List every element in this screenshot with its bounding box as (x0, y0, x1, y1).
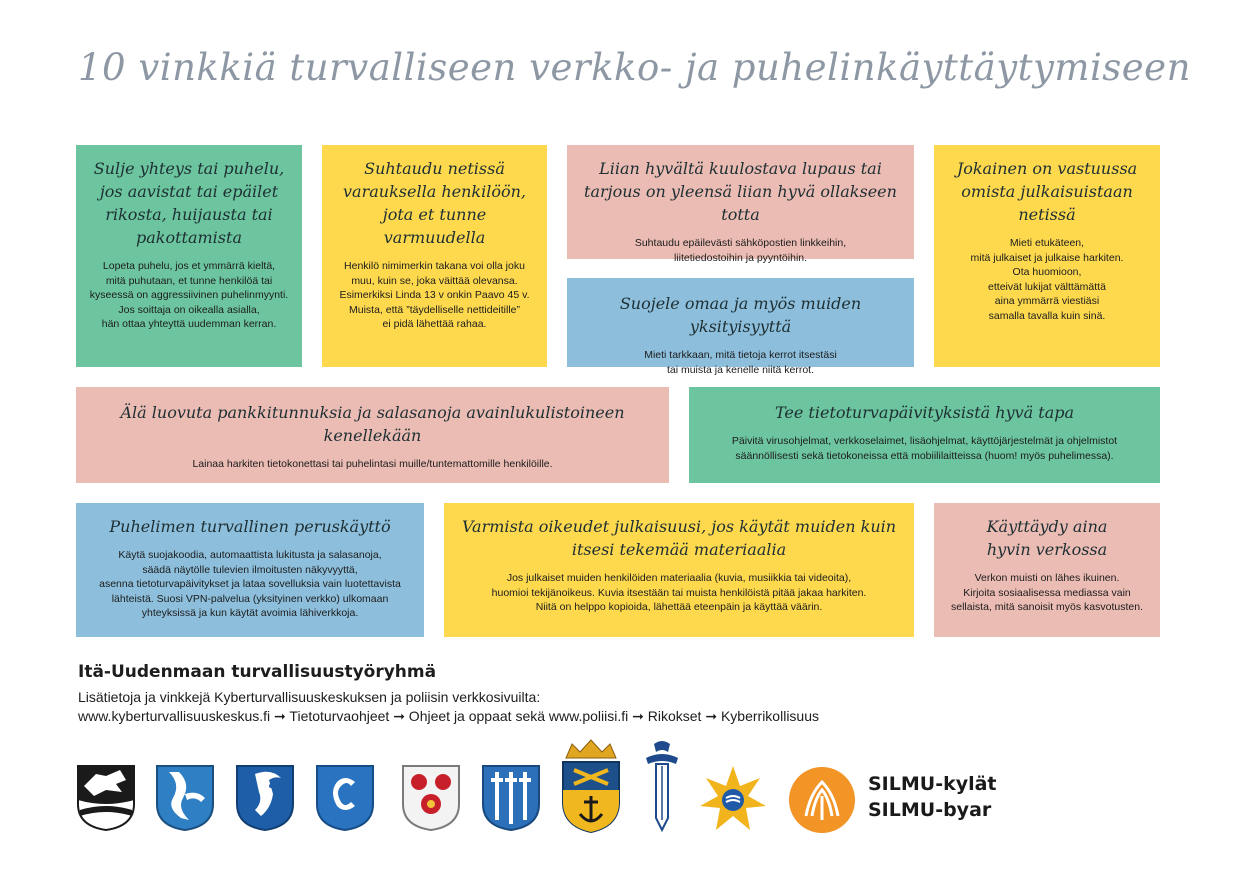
tip-card-9 (444, 503, 914, 637)
tip-body: Verkon muisti on lähes ikuinen. Kirjoita sosiaalisessa mediassa vain sellaista, mitä sanoisit myös kasvotusten. (951, 572, 1143, 613)
tip-heading: Puhelimen turvallinen peruskäyttö (109, 517, 391, 536)
tip-card-7 (689, 387, 1160, 483)
wolf-crest-icon (76, 764, 136, 832)
tip-heading: Jokainen on vastuussa omista julkaisuistaan netissä (956, 159, 1138, 224)
tip-body: Lainaa harkiten tietokonettasi tai puhelintasi muille/tuntemattomille henkilöille. (192, 458, 553, 470)
tip-body: Mieti etukäteen, mitä julkaiset ja julkaise harkiten. Ota huomioon, etteivät lukijat välttämättä aina ymmärrä viestiäsi samalla tavalla kuin sinä. (970, 237, 1124, 322)
tip-body: Suhtaudu epäilevästi sähköpostien linkkeihin, liitetiedostoihin ja pyyntöihin. (634, 237, 847, 264)
tip-heading: Älä luovuta pankkitunnuksia ja salasanoja avainlukulistoineen kenellekään (120, 403, 625, 445)
silmu-line-1: SILMU-kylät (868, 773, 997, 795)
tip-body: Henkilö nimimerkin takana voi olla joku muu, kuin se, joka väittää olevansa. Esimerkiksi Linda 13 v onkin Paavo 45 v. Muista, että ”täydelliselle nettideitille” ei pidä lähettää rahaa. (339, 260, 530, 330)
rescue-star-icon (698, 764, 768, 834)
silmu-line-2: SILMU-byar (868, 799, 992, 821)
anchor-crest-icon (560, 738, 622, 834)
crosses-crest-icon (481, 764, 541, 832)
silmu-label (868, 771, 997, 823)
footer-links[interactable]: www.kyberturvallisuuskeskus.fi ➞ Tietoturvaohjeet ➞ Ohjeet ja oppaat sekä www.poliisi.fi ➞ Rikokset ➞ Kyberrikollisuus (78, 708, 819, 724)
tip-body: Mieti tarkkaan, mitä tietoja kerrot itsestäsi tai muista ja kenelle niitä kerrot. (644, 349, 837, 376)
river-crest-icon (155, 764, 215, 832)
tip-heading: Suojele omaa ja myös muiden yksityisyyttä (619, 294, 862, 336)
roses-crest-icon (401, 764, 461, 832)
tip-body: Päivitä virusohjelmat, verkkoselaimet, lisäohjelmat, käyttöjärjestelmät ja ohjelmistot säännöllisesti sekä tietokoneissa että mobiililaitteissa (huom! myös puhelimessa). (731, 435, 1118, 462)
silmu-logo-icon (788, 766, 856, 834)
page-title: 10 vinkkiä turvalliseen verkko- ja puhelinkäyttäytymiseen (78, 46, 1191, 89)
tip-card-6 (76, 387, 669, 483)
tip-heading: Tee tietoturvapäivityksistä hyvä tapa (774, 403, 1075, 422)
tip-heading: Liian hyvältä kuulostava lupaus tai tarjous on yleensä liian hyvä ollakseen totta (584, 159, 897, 224)
tip-card-3 (567, 145, 914, 264)
tip-heading: Varmista oikeudet julkaisuusi, jos käytät muiden kuin itsesi tekemää materiaalia (461, 517, 897, 559)
tip-heading: Sulje yhteys tai puhelu, jos aavistat tai epäilet rikosta, huijausta tai pakottamista (93, 159, 285, 247)
tip-body: Käytä suojakoodia, automaattista lukitusta ja salasanoja, säädä näytölle tulevien ilmoitusten näkyvyyttä, asenna tietoturvapäivitykset ja lataa sovelluksia vain luotettavista lähteistä. Suosi VPN-palvelua (yksityinen verkko) ulkomaan yhteyksissä ja kun käytät avoimia lähiverkkoja. (99, 549, 401, 619)
footer-org: Itä-Uudenmaan turvallisuustyöryhmä (78, 662, 437, 682)
tip-card-2 (322, 145, 547, 367)
police-sword-icon (640, 738, 684, 834)
tip-card-4 (934, 145, 1160, 367)
tip-card-5 (567, 278, 914, 376)
tip-heading: Suhtaudu netissä varauksella henkilöön, jota et tunne varmuudella (343, 159, 526, 247)
footer-intro: Lisätietoja ja vinkkejä Kyberturvallisuuskeskuksen ja poliisin verkkosivuilta: (78, 689, 541, 705)
tip-heading: Käyttäydy aina hyvin verkossa (986, 517, 1108, 559)
c-letter-crest-icon (315, 764, 375, 832)
tip-body: Jos julkaiset muiden henkilöiden materiaalia (kuvia, musiikkia tai videoita), huomioi tekijänoikeus. Kuvia itsestään tai muista henkilöistä pitää jakaa harkiten. Niitä on helppo kopioida, lähettää eteenpäin ja käyttää väärin. (491, 572, 867, 613)
tip-card-1 (76, 145, 302, 367)
tip-body: Lopeta puhelu, jos et ymmärrä kieltä, mitä puhutaan, et tunne henkilöä tai kyseessä on aggressiivinen puhelinmyynti. Jos soittaja on oikealla asialla, hän ottaa yhteyttä uudemman kerran. (89, 260, 289, 330)
goat-crest-icon (235, 764, 295, 832)
tip-card-8 (76, 503, 424, 637)
footer (78, 662, 1178, 726)
tip-card-10 (934, 503, 1160, 637)
